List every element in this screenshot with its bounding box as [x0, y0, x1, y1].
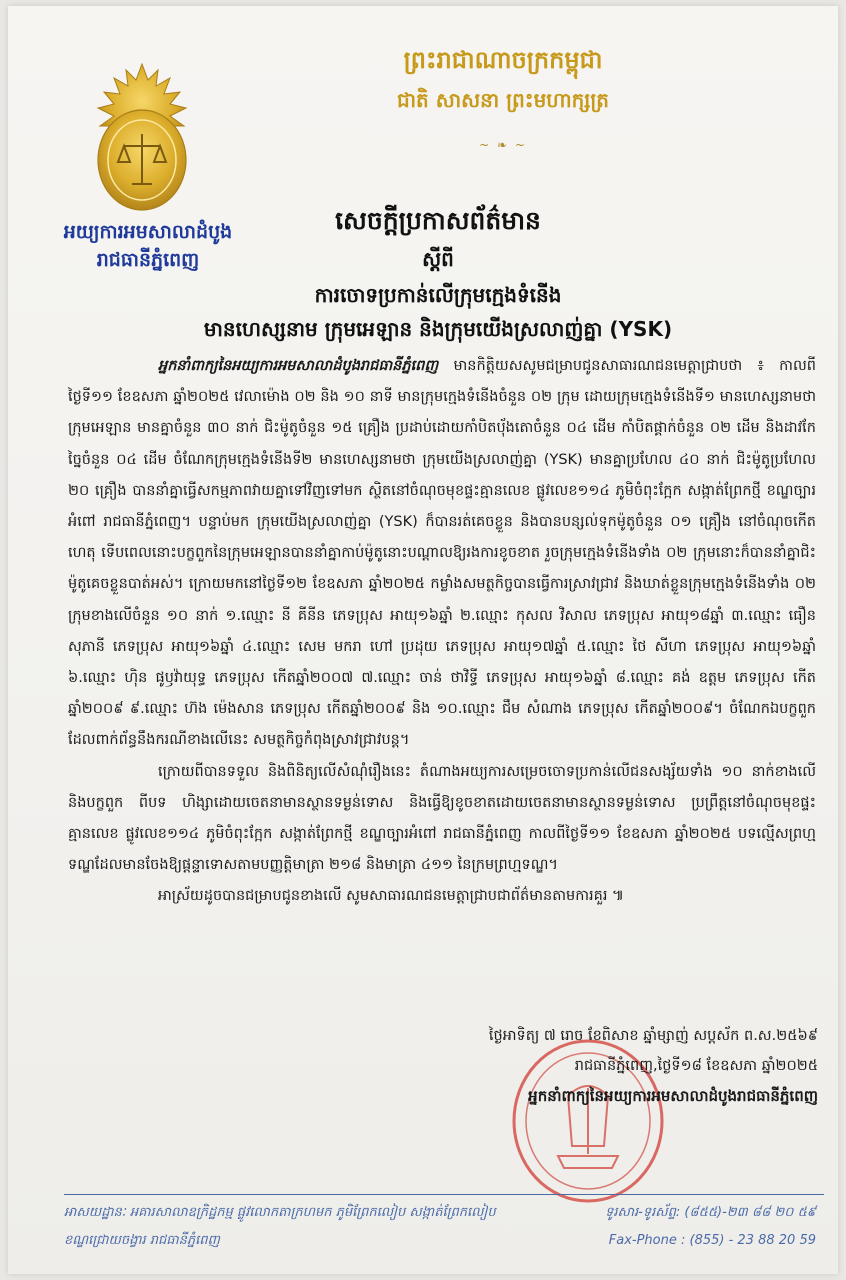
kingdom-title: ព្រះរាជាណាចក្រកម្ពុជា: [403, 46, 603, 74]
place-date: រាជធានីភ្នំពេញ,ថ្ងៃទី១៨ ខែឧសភា ឆ្នាំ២០២៥: [574, 1058, 818, 1074]
signature-block: [408, 1021, 818, 1111]
document-subject-line2: មានហេស្សនាម ក្រុមអេឡាន និងក្រុមយើងស្រលាញ់គ្នា (YSK): [203, 317, 673, 341]
lunar-date: ថ្ងៃអាទិត្យ ៧ រោច ខែពិសាខ ឆ្នាំម្សាញ់ សប្តស័ក ព.ស.២៥៦៩: [488, 1028, 818, 1044]
ministry-name-line1: អយ្យការអមសាលាដំបូង: [63, 221, 233, 243]
body-paragraph-1-text: មានកិត្តិយសសូមជម្រាបជូនសាធារណជនមេត្តាជ្រាបថា ៖ កាលពីថ្ងៃទី១១ ខែឧសភា ឆ្នាំ២០២៥ វេលាម៉ោង ០២ និង ១០ នាទី មានក្រុមក្មេងទំនើងចំនួន ០២ ក្រុម ដោយក្រុមក្មេងទំនើងទី១ មានហេស្សនាមថា ក្រុមអេឡាន មានគ្នាចំនួន ៣០ នាក់ ជិះម៉ូតូចំនួន ១៥ គ្រឿង ប្រដាប់ដោយកាំបិតប៉័ងតោចំនួន ០៤ ដើម កាំបិតផ្គាក់ចំនួន ០២ ដើម និងដាវកែច្នៃចំនួន ០៤ ដើម ចំណែកក្រុមក្មេងទំនើងទី២ មានហេស្សនាមថា ក្រុមយើងស្រលាញ់គ្នា (YSK) មានគ្នាប្រហែល ៤០ នាក់ ជិះម៉ូតូប្រហែល ២០ គ្រឿង បាននាំគ្នាធ្វើសកម្មភាពវាយគ្នាទៅវិញទៅមក ស្ថិតនៅចំណុចមុខផ្ទះគ្មានលេខ ផ្លូវលេខ១១៤ ភូមិចំពុះក្អែក សង្កាត់ព្រែកថ្មី ខណ្ឌច្បារអំពៅ រាជធានីភ្នំពេញ។ បន្ទាប់មក ក្រុមយើងស្រលាញ់គ្នា (YSK) ក៏បានរត់គេចខ្លួន និងបានបន្សល់ទុកម៉ូតូចំនួន ០១ គ្រឿង នៅចំណុចកើតហេតុ ទើបពេលនោះបក្ខពួកនៃក្រុមអេឡានបាននាំគ្នាកាប់ម៉ូតូនោះបណ្តាលឱ្យរងការខូចខាត រួចក្រុមក្មេងទំនើងទាំង ០២ ក្រុមនោះក៏បាននាំគ្នាជិះម៉ូតូគេចខ្លួនបាត់អស់។ ក្រោយមកនៅថ្ងៃទី១២ ខែឧសភា ឆ្នាំ២០២៥ កម្លាំងសមត្ថកិច្ចបានធ្វើការស្រាវជ្រាវ និងឃាត់ខ្លួនក្រុមក្មេងទំនើងទាំង ០២ ក្រុមខាងលើចំនួន ១០ នាក់ ១.ឈ្មោះ នី គីនីន ភេទប្រុស អាយុ១៦ឆ្នាំ ២.ឈ្មោះ កុសល វិសាល ភេទប្រុស អាយុ១៨ឆ្នាំ ៣.ឈ្មោះ ធឿន សុភានី ភេទប្រុស អាយុ១៦ឆ្នាំ ៤.ឈ្មោះ សេម មករា ហៅ ប្រដុយ ភេទប្រុស អាយុ១៧ឆ្នាំ ៥.ឈ្មោះ ថៃ សីហា ភេទប្រុស អាយុ១៦ឆ្នាំ ៦.ឈ្មោះ ហ៊ិន ផូឫវ៉ាយុទ្ធ ភេទប្រុស កើតឆ្នាំ២០០៧ ៧.ឈ្មោះ ចាន់ ថាវិទ្ធី ភេទប្រុស អាយុ១៦ឆ្នាំ ៨.ឈ្មោះ គង់ ឧត្តម ភេទប្រុស កើតឆ្នាំ២០០៩ ៩.ឈ្មោះ ហ៊ង ម៉េងសាន ភេទប្រុស កើតឆ្នាំ២០០៩ និង ១០.ឈ្មោះ ជឹម សំណាង ភេទប្រុស កើតឆ្នាំ២០០៩។ ចំណែកឯបក្ខពួកដែលពាក់ព័ន្ធនឹងករណីខាងលើនេះ សមត្ថកិច្ចកំពុងស្រាវជ្រាវបន្ត។: [68, 358, 816, 749]
footer-address-line1: អាសយដ្ឋានៈ អគារសាលាឧក្រិដ្ឋកម្ម ផ្លូវលោកតាក្រហមក ភូមិព្រែកលៀប សង្កាត់ព្រែកលៀប: [64, 1205, 496, 1220]
document-subject-line1: ការចោទប្រកាន់លើក្រុមក្មេងទំនើង: [314, 283, 562, 307]
document-title: សេចក្តីប្រកាសព័ត៌មាន: [335, 206, 541, 235]
footer-divider: [64, 1194, 824, 1195]
body-paragraph-3: អាស្រ័យដូចបានជម្រាបជូនខាងលើ សូមសាធារណជនមេត្តាជ្រាបជាព័ត៌មានតាមការគួរ ៕: [158, 888, 625, 905]
body-paragraph-1: [68, 351, 816, 757]
document-page: [8, 6, 838, 1274]
body-paragraph-2: ក្រោយពីបានទទួល និងពិនិត្យលើសំណុំរឿងនេះ តំណាងអយ្យការសម្រេចចោទប្រកាន់លើជនសង្ស័យទាំង ១០ នាក់ខាងលើ និងបក្ខពួក ពីបទ ហិង្សាដោយចេតនាមានស្ថានទម្ងន់ទោស និងធ្វើឱ្យខូចខាតដោយចេតនាមានស្ថានទម្ងន់ទោស ប្រព្រឹត្តនៅចំណុចមុខផ្ទះគ្មានលេខ ផ្លូវលេខ១១៤ ភូមិចំពុះក្អែក សង្កាត់ព្រែកថ្មី ខណ្ឌច្បារអំពៅ រាជធានីភ្នំពេញ កាលពីថ្ងៃទី១១ ខែឧសភា ឆ្នាំ២០២៥ បទល្មើសព្រហ្មទណ្ឌដែលមានចែងឱ្យផ្តន្ទាទោសតាមបញ្ញត្តិមាត្រា ២១៨ និងមាត្រា ៤១១ នៃក្រមព្រហ្មទណ្ឌ។: [68, 763, 816, 874]
national-motto: ជាតិ សាសនា ព្រះមហាក្សត្រ: [397, 88, 609, 112]
document-body: [68, 351, 816, 913]
header-ornament: ~ ❧ ~: [479, 138, 527, 152]
ministry-emblem-icon: [96, 62, 188, 212]
signer-title: អ្នកនាំពាក្យនៃអយ្យការអមសាលាដំបូងរាជធានីភ្នំពេញ: [528, 1087, 818, 1105]
footer-phone-english: Fax-Phone : (855) - 23 88 20 59: [608, 1233, 816, 1248]
footer-phone-khmer: ទូរសារ-ទូរស័ព្ទ: (៨៥៥)-២៣ ៨៨ ២០ ៥៩: [605, 1205, 816, 1220]
body-lead: អ្នកនាំពាក្យនៃអយ្យការអមសាលាដំបូងរាជធានីភ្នំពេញ: [158, 358, 439, 374]
footer-address-line2: ខណ្ឌជ្រោយចង្វារ រាជធានីភ្នំពេញ: [64, 1233, 220, 1248]
ministry-name-line2: រាជធានីភ្នំពេញ: [96, 249, 200, 271]
document-subject-label: ស្តីពី: [422, 247, 454, 271]
